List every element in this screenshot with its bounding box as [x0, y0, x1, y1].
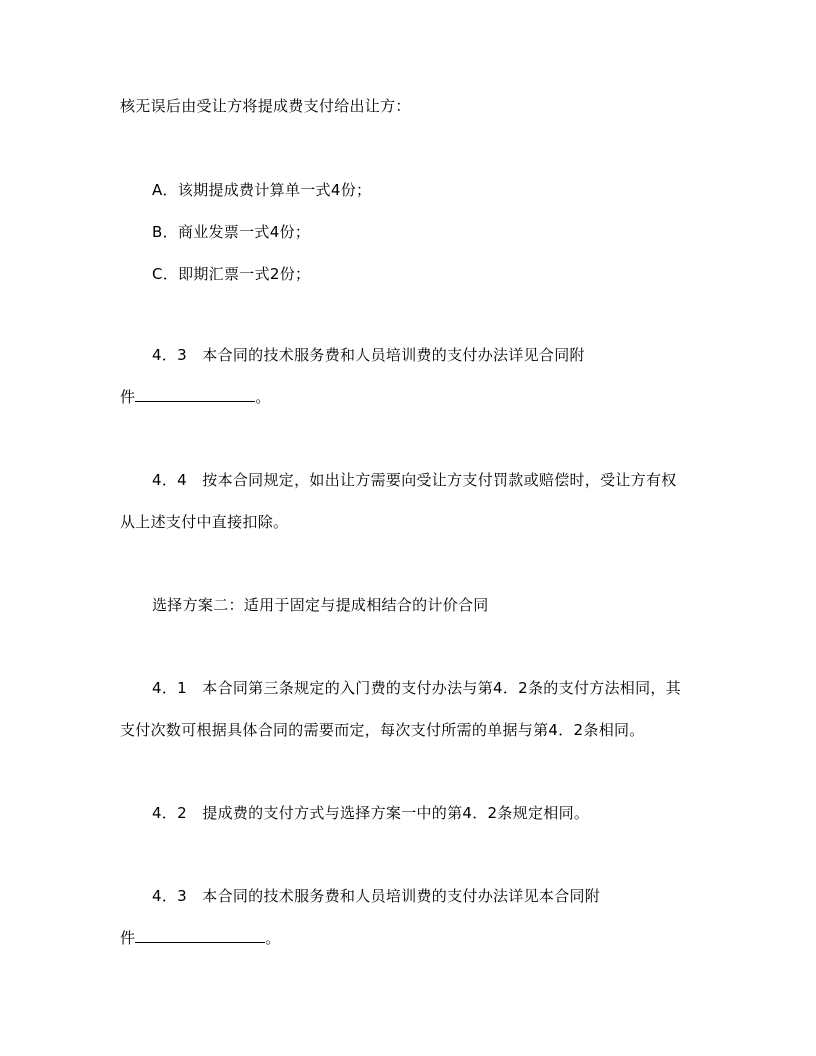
clause-4-3: 4．3 本合同的技术服务费和人员培训费的支付办法详见合同附 — [152, 346, 585, 364]
clause-4-3-continuation — [120, 387, 271, 407]
list-item-a: A．该期提成费计算单一式4份； — [152, 181, 372, 199]
continuation-text: 件 — [120, 388, 136, 406]
end-mark: 。 — [255, 388, 271, 406]
fill-in-blank — [135, 928, 265, 943]
clause-4-1: 4．1 本合同第三条规定的入门费的支付办法与第4．2条的支付方法相同，其 — [152, 679, 681, 697]
option-two-heading: 选择方案二：适用于固定与提成相结合的计价合同 — [152, 596, 489, 614]
clause-4-4-continuation: 从上述支付中直接扣除。 — [120, 513, 289, 531]
clause-4-3-option-two-continuation — [120, 928, 281, 948]
list-item-b: B．商业发票一式4份； — [152, 223, 311, 241]
list-item-c: C．即期汇票一式2份； — [152, 265, 311, 283]
end-mark: 。 — [265, 929, 281, 947]
continuation-text: 件 — [120, 929, 136, 947]
fill-in-blank — [135, 387, 255, 402]
clause-4-1-continuation: 支付次数可根据具体合同的需要而定，每次支付所需的单据与第4．2条相同。 — [120, 721, 645, 739]
paragraph-line: 核无误后由受让方将提成费支付给出让方： — [120, 97, 411, 115]
clause-4-2: 4．2 提成费的支付方式与选择方案一中的第4．2条规定相同。 — [152, 804, 590, 822]
clause-4-4: 4．4 按本合同规定，如出让方需要向受让方支付罚款或赔偿时，受让方有权 — [152, 471, 677, 489]
clause-4-3-option-two: 4．3 本合同的技术服务费和人员培训费的支付办法详见本合同附 — [152, 887, 601, 905]
